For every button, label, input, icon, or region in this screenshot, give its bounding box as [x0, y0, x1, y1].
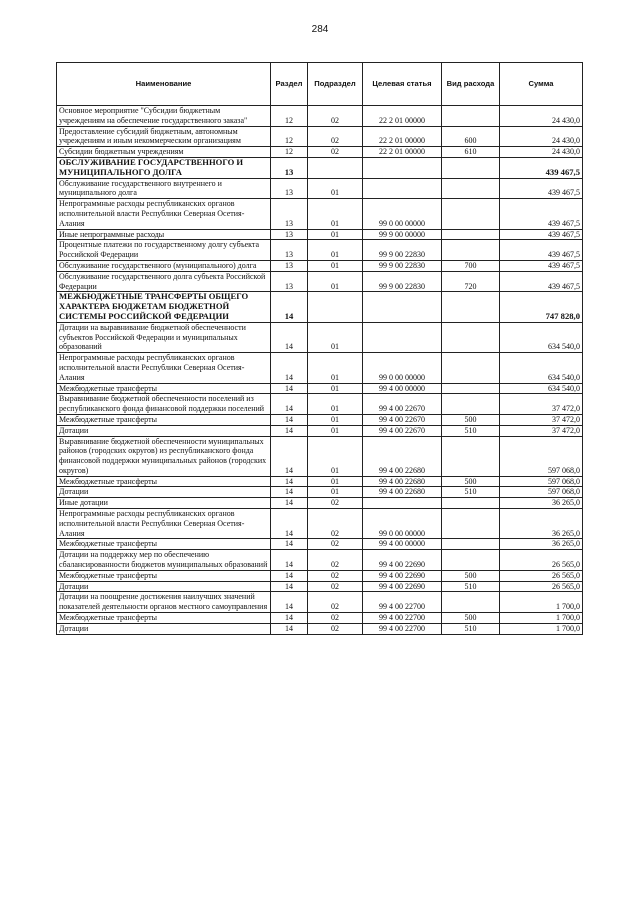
cell-amount: 24 430,0 — [500, 147, 583, 158]
cell-target: 99 4 00 22680 — [363, 487, 442, 498]
cell-expense-type: 510 — [442, 487, 500, 498]
cell-expense-type: 600 — [442, 126, 500, 147]
cell-amount: 439 467,5 — [500, 240, 583, 261]
table-row — [57, 383, 583, 394]
cell-expense-type — [442, 592, 500, 613]
cell-section: 14 — [271, 383, 308, 394]
cell-subsection: 02 — [308, 623, 363, 634]
cell-expense-type — [442, 383, 500, 394]
cell-subsection: 02 — [308, 126, 363, 147]
cell-amount: 36 265,0 — [500, 539, 583, 550]
cell-target: 99 9 00 00000 — [363, 229, 442, 240]
cell-target: 99 0 00 00000 — [363, 199, 442, 229]
table-row — [57, 126, 583, 147]
cell-expense-type: 610 — [442, 147, 500, 158]
table-body — [57, 106, 583, 635]
table-row — [57, 199, 583, 229]
cell-subsection: 02 — [308, 592, 363, 613]
table-row — [57, 271, 583, 292]
cell-expense-type — [442, 199, 500, 229]
cell-section: 14 — [271, 570, 308, 581]
table-row — [57, 425, 583, 436]
cell-amount: 439 467,5 — [500, 199, 583, 229]
cell-subsection: 02 — [308, 106, 363, 127]
cell-subsection: 01 — [308, 260, 363, 271]
cell-expense-type — [442, 539, 500, 550]
cell-amount: 26 565,0 — [500, 581, 583, 592]
cell-target: 99 4 00 22700 — [363, 592, 442, 613]
cell-amount: 439 467,5 — [500, 157, 583, 178]
cell-target — [363, 498, 442, 509]
cell-subsection: 01 — [308, 240, 363, 261]
cell-section: 14 — [271, 581, 308, 592]
cell-section: 13 — [271, 260, 308, 271]
table-row — [57, 240, 583, 261]
table-row — [57, 292, 583, 322]
cell-section: 13 — [271, 178, 308, 199]
cell-expense-type — [442, 292, 500, 322]
cell-expense-type — [442, 394, 500, 415]
cell-name: Дотации — [57, 623, 271, 634]
cell-amount: 1 700,0 — [500, 623, 583, 634]
table-row — [57, 394, 583, 415]
cell-section: 13 — [271, 229, 308, 240]
cell-name: Обслуживание государственного (муниципального) долга — [57, 260, 271, 271]
cell-target: 22 2 01 00000 — [363, 147, 442, 158]
table-row — [57, 623, 583, 634]
cell-name: Основное мероприятие "Субсидии бюджетным учреждениям на обеспечение государственного заказа" — [57, 106, 271, 127]
cell-name: ОБСЛУЖИВАНИЕ ГОСУДАРСТВЕННОГО И МУНИЦИПАЛЬНОГО ДОЛГА — [57, 157, 271, 178]
cell-expense-type — [442, 509, 500, 539]
cell-subsection: 01 — [308, 271, 363, 292]
cell-target: 99 9 00 22830 — [363, 240, 442, 261]
cell-name: Иные непрограммные расходы — [57, 229, 271, 240]
table-row — [57, 106, 583, 127]
cell-expense-type: 500 — [442, 476, 500, 487]
cell-target: 22 2 01 00000 — [363, 106, 442, 127]
table-row — [57, 147, 583, 158]
cell-section: 14 — [271, 476, 308, 487]
cell-amount: 634 540,0 — [500, 353, 583, 383]
header-amount: Сумма — [500, 63, 583, 106]
cell-expense-type — [442, 550, 500, 571]
cell-expense-type — [442, 106, 500, 127]
cell-target — [363, 292, 442, 322]
cell-section: 14 — [271, 425, 308, 436]
cell-amount: 37 472,0 — [500, 394, 583, 415]
cell-name: Межбюджетные трансферты — [57, 383, 271, 394]
cell-amount: 1 700,0 — [500, 613, 583, 624]
cell-subsection: 02 — [308, 550, 363, 571]
cell-amount: 747 828,0 — [500, 292, 583, 322]
cell-section: 14 — [271, 592, 308, 613]
cell-name: Непрограммные расходы республиканских органов исполнительной власти Республики Северная Осетия-Алания — [57, 353, 271, 383]
cell-name: Дотации на поддержку мер по обеспечению сбалансированности бюджетов муниципальных образований — [57, 550, 271, 571]
table-row — [57, 322, 583, 352]
cell-amount: 36 265,0 — [500, 509, 583, 539]
cell-name: Межбюджетные трансферты — [57, 613, 271, 624]
cell-amount: 439 467,5 — [500, 271, 583, 292]
cell-section: 12 — [271, 126, 308, 147]
cell-expense-type: 700 — [442, 260, 500, 271]
cell-name: Дотации — [57, 581, 271, 592]
cell-section: 13 — [271, 157, 308, 178]
cell-target: 99 4 00 22670 — [363, 425, 442, 436]
cell-target: 99 9 00 22830 — [363, 271, 442, 292]
header-expense-type: Вид расхода — [442, 63, 500, 106]
cell-section: 14 — [271, 322, 308, 352]
cell-subsection: 01 — [308, 353, 363, 383]
cell-amount: 37 472,0 — [500, 414, 583, 425]
cell-target: 99 0 00 00000 — [363, 509, 442, 539]
cell-amount: 26 565,0 — [500, 550, 583, 571]
cell-name: Дотации на выравнивание бюджетной обеспеченности субъектов Российской Федерации и муниципальных образований — [57, 322, 271, 352]
cell-amount: 439 467,5 — [500, 260, 583, 271]
cell-expense-type — [442, 240, 500, 261]
table-row — [57, 353, 583, 383]
cell-subsection: 02 — [308, 581, 363, 592]
cell-target: 99 4 00 00000 — [363, 539, 442, 550]
cell-subsection: 01 — [308, 199, 363, 229]
cell-expense-type: 510 — [442, 581, 500, 592]
cell-expense-type — [442, 353, 500, 383]
cell-section: 14 — [271, 436, 308, 476]
table-row — [57, 539, 583, 550]
cell-name: Межбюджетные трансферты — [57, 539, 271, 550]
cell-target: 99 9 00 22830 — [363, 260, 442, 271]
cell-subsection: 01 — [308, 322, 363, 352]
cell-name: Обслуживание государственного внутреннего и муниципального долга — [57, 178, 271, 199]
table-row — [57, 178, 583, 199]
cell-section: 14 — [271, 487, 308, 498]
table-row — [57, 476, 583, 487]
cell-name: Межбюджетные трансферты — [57, 414, 271, 425]
table-row — [57, 157, 583, 178]
cell-name: Обслуживание государственного долга субъекта Российской Федерации — [57, 271, 271, 292]
cell-target: 99 4 00 22700 — [363, 613, 442, 624]
cell-name: Межбюджетные трансферты — [57, 570, 271, 581]
cell-expense-type: 510 — [442, 425, 500, 436]
cell-expense-type: 510 — [442, 623, 500, 634]
cell-subsection — [308, 292, 363, 322]
cell-subsection — [308, 157, 363, 178]
cell-target: 99 4 00 00000 — [363, 383, 442, 394]
cell-name: Выравнивание бюджетной обеспеченности поселений из республиканского фонда финансовой поддержки поселений — [57, 394, 271, 415]
cell-subsection: 01 — [308, 229, 363, 240]
cell-name: Субсидии бюджетным учреждениям — [57, 147, 271, 158]
table-row — [57, 229, 583, 240]
cell-amount: 634 540,0 — [500, 322, 583, 352]
cell-subsection: 01 — [308, 487, 363, 498]
cell-section: 12 — [271, 106, 308, 127]
cell-amount: 36 265,0 — [500, 498, 583, 509]
cell-subsection: 02 — [308, 570, 363, 581]
header-section: Раздел — [271, 63, 308, 106]
table-row — [57, 509, 583, 539]
header-target: Целевая статья — [363, 63, 442, 106]
cell-subsection: 01 — [308, 436, 363, 476]
cell-subsection: 02 — [308, 147, 363, 158]
cell-expense-type — [442, 157, 500, 178]
cell-expense-type: 500 — [442, 414, 500, 425]
cell-target: 22 2 01 00000 — [363, 126, 442, 147]
cell-section: 14 — [271, 509, 308, 539]
cell-subsection: 01 — [308, 414, 363, 425]
cell-target: 99 4 00 22690 — [363, 570, 442, 581]
cell-name: МЕЖБЮДЖЕТНЫЕ ТРАНСФЕРТЫ ОБЩЕГО ХАРАКТЕРА БЮДЖЕТАМ БЮДЖЕТНОЙ СИСТЕМЫ РОССИЙСКОЙ ФЕДЕРАЦИИ — [57, 292, 271, 322]
cell-subsection: 02 — [308, 498, 363, 509]
cell-amount: 597 068,0 — [500, 476, 583, 487]
cell-expense-type: 720 — [442, 271, 500, 292]
cell-section: 14 — [271, 539, 308, 550]
cell-target — [363, 157, 442, 178]
cell-amount: 26 565,0 — [500, 570, 583, 581]
cell-target — [363, 178, 442, 199]
cell-target: 99 4 00 22700 — [363, 623, 442, 634]
cell-section: 14 — [271, 292, 308, 322]
cell-subsection: 01 — [308, 383, 363, 394]
cell-target: 99 0 00 00000 — [363, 353, 442, 383]
cell-section: 14 — [271, 550, 308, 571]
cell-section: 14 — [271, 353, 308, 383]
table-row — [57, 570, 583, 581]
cell-expense-type — [442, 322, 500, 352]
cell-name: Выравнивание бюджетной обеспеченности муниципальных районов (городских округов) из республиканского фонда финансовой поддержки муниципальных районов (городских округов) — [57, 436, 271, 476]
header-subsection: Подраздел — [308, 63, 363, 106]
budget-table — [56, 62, 583, 635]
cell-target — [363, 322, 442, 352]
cell-section: 14 — [271, 498, 308, 509]
cell-subsection: 01 — [308, 425, 363, 436]
cell-expense-type — [442, 229, 500, 240]
cell-name: Дотации на поощрение достижения наилучших значений показателей деятельности органов местного самоуправления — [57, 592, 271, 613]
table-row — [57, 498, 583, 509]
table-row — [57, 436, 583, 476]
cell-expense-type: 500 — [442, 613, 500, 624]
cell-subsection: 01 — [308, 178, 363, 199]
table-row — [57, 592, 583, 613]
cell-target: 99 4 00 22680 — [363, 436, 442, 476]
table-row — [57, 550, 583, 571]
cell-expense-type — [442, 498, 500, 509]
cell-target: 99 4 00 22670 — [363, 414, 442, 425]
table-row — [57, 581, 583, 592]
cell-section: 14 — [271, 414, 308, 425]
cell-target: 99 4 00 22690 — [363, 550, 442, 571]
cell-amount: 37 472,0 — [500, 425, 583, 436]
cell-name: Иные дотации — [57, 498, 271, 509]
cell-section: 14 — [271, 623, 308, 634]
cell-target: 99 4 00 22680 — [363, 476, 442, 487]
cell-section: 13 — [271, 199, 308, 229]
cell-section: 12 — [271, 147, 308, 158]
cell-name: Межбюджетные трансферты — [57, 476, 271, 487]
cell-section: 13 — [271, 271, 308, 292]
cell-amount: 439 467,5 — [500, 229, 583, 240]
table-row — [57, 487, 583, 498]
table-row — [57, 260, 583, 271]
cell-name: Дотации — [57, 487, 271, 498]
cell-section: 14 — [271, 394, 308, 415]
cell-amount: 24 430,0 — [500, 106, 583, 127]
cell-target: 99 4 00 22690 — [363, 581, 442, 592]
page-number: 284 — [311, 24, 329, 35]
header-name: Наименование — [57, 63, 271, 106]
cell-name: Непрограммные расходы республиканских органов исполнительной власти Республики Северная Осетия-Алания — [57, 509, 271, 539]
cell-amount: 24 430,0 — [500, 126, 583, 147]
cell-amount: 1 700,0 — [500, 592, 583, 613]
cell-expense-type: 500 — [442, 570, 500, 581]
cell-name: Дотации — [57, 425, 271, 436]
cell-name: Процентные платежи по государственному долгу субъекта Российской Федерации — [57, 240, 271, 261]
cell-amount: 597 068,0 — [500, 487, 583, 498]
cell-subsection: 01 — [308, 476, 363, 487]
table-header-row — [57, 63, 583, 106]
cell-expense-type — [442, 178, 500, 199]
cell-subsection: 02 — [308, 613, 363, 624]
cell-section: 13 — [271, 240, 308, 261]
table-row — [57, 414, 583, 425]
cell-expense-type — [442, 436, 500, 476]
cell-amount: 597 068,0 — [500, 436, 583, 476]
cell-name: Непрограммные расходы республиканских органов исполнительной власти Республики Северная Осетия-Алания — [57, 199, 271, 229]
cell-section: 14 — [271, 613, 308, 624]
cell-subsection: 02 — [308, 539, 363, 550]
cell-amount: 439 467,5 — [500, 178, 583, 199]
cell-subsection: 01 — [308, 394, 363, 415]
cell-target: 99 4 00 22670 — [363, 394, 442, 415]
table-row — [57, 613, 583, 624]
cell-name: Предоставление субсидий бюджетным, автономным учреждениям и иным некоммерческим организациям — [57, 126, 271, 147]
cell-amount: 634 540,0 — [500, 383, 583, 394]
cell-subsection: 02 — [308, 509, 363, 539]
